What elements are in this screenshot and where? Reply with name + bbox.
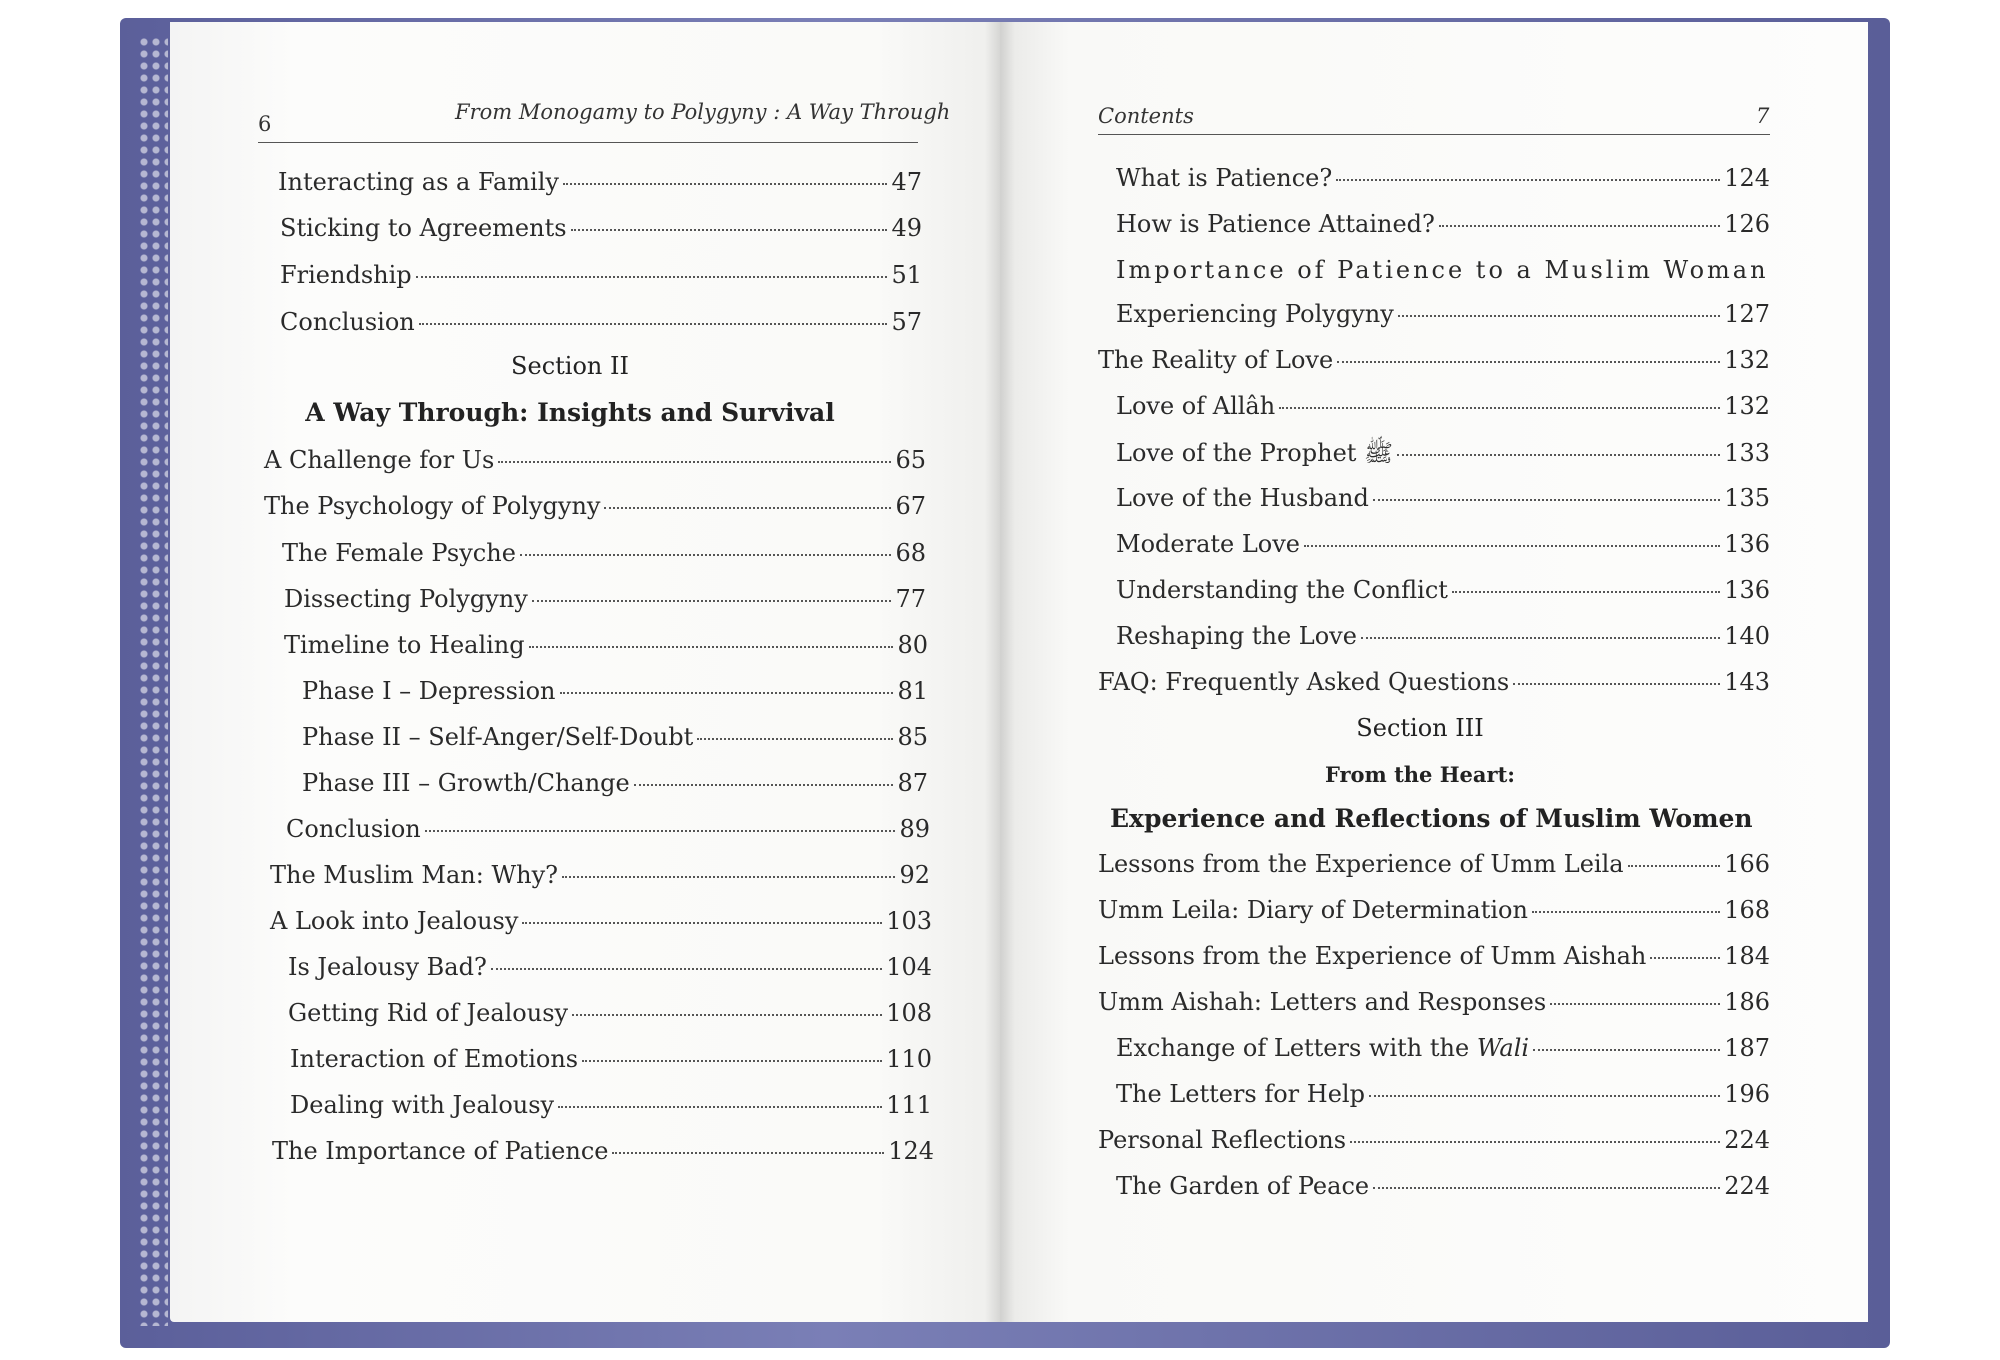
toc-entry-label: What is Patience? <box>1116 164 1333 192</box>
toc-entry-page: 49 <box>891 214 922 242</box>
toc-entry-page: 47 <box>891 168 922 196</box>
toc-entry <box>1098 346 1770 374</box>
toc-entry-label: Experiencing Polygyny <box>1116 300 1394 328</box>
toc-entry-label: Phase II – Self-Anger/Self-Doubt <box>302 723 694 751</box>
toc-entry-page: 108 <box>886 999 932 1027</box>
book-gutter <box>985 22 1015 1322</box>
right-page-number: 7 <box>1756 104 1770 128</box>
toc-entry <box>1116 392 1770 420</box>
toc-entry-page: 143 <box>1724 668 1770 696</box>
toc-entry <box>1098 896 1770 924</box>
section-subtitle: From the Heart: <box>1324 762 1516 787</box>
toc-entry-page: 124 <box>1724 164 1770 192</box>
dot-leader <box>520 554 892 556</box>
toc-entry-page: 127 <box>1724 300 1770 328</box>
spiral-binding <box>138 36 168 1326</box>
toc-entry <box>270 907 932 935</box>
dot-leader <box>604 507 891 509</box>
toc-entry-label: How is Patience Attained? <box>1116 210 1435 238</box>
toc-entry <box>290 1091 932 1119</box>
toc-entry-label: A Challenge for Us <box>264 446 495 474</box>
toc-entry-page: 65 <box>895 446 926 474</box>
dot-leader <box>419 323 888 325</box>
dot-leader <box>560 692 894 694</box>
toc-entry-label: The Letters for Help <box>1116 1080 1365 1108</box>
toc-entry-label: The Garden of Peace <box>1116 1172 1370 1200</box>
left-header-rule <box>258 142 918 143</box>
toc-entry-page: 186 <box>1724 988 1770 1016</box>
toc-entry <box>1116 530 1770 558</box>
toc-entry-label: Sticking to Agreements <box>280 214 567 242</box>
dot-leader <box>425 830 896 832</box>
dot-leader <box>529 646 894 648</box>
toc-entry-label: Personal Reflections <box>1098 1126 1347 1154</box>
dot-leader <box>572 1014 882 1016</box>
dot-leader <box>562 876 895 878</box>
toc-entry-label: Dealing with Jealousy <box>290 1091 555 1119</box>
toc-entry-label: Umm Leila: Diary of Determination <box>1098 896 1528 924</box>
toc-entry-label: A Look into Jealousy <box>270 907 519 935</box>
toc-entry-page: 57 <box>891 308 922 336</box>
toc-entry <box>1116 622 1770 650</box>
toc-entry <box>1116 1034 1770 1062</box>
toc-entry <box>1116 576 1770 604</box>
toc-entry-label: Love of the Prophet ﷺ <box>1116 439 1394 467</box>
toc-entry-page: 80 <box>897 631 928 659</box>
toc-entry-label-italic: Wali <box>1476 1034 1530 1062</box>
toc-entry-page: 81 <box>897 677 928 705</box>
dot-leader <box>1439 225 1720 227</box>
toc-entry-page: 166 <box>1724 850 1770 878</box>
toc-entry <box>270 861 930 889</box>
toc-entry <box>290 1045 932 1073</box>
dot-leader <box>498 461 891 463</box>
toc-entry-label <box>1116 1034 1529 1062</box>
dot-leader <box>1397 454 1720 456</box>
toc-entry-label: Interacting as a Family <box>278 168 559 196</box>
dot-leader <box>697 738 893 740</box>
dot-leader <box>416 276 888 278</box>
toc-entry-label: The Reality of Love <box>1098 346 1334 374</box>
dot-leader <box>532 600 892 602</box>
toc-entry-label: Understanding the Conflict <box>1116 576 1448 604</box>
toc-entry-label: Love of Allâh <box>1116 392 1276 420</box>
toc-entry-label: Interaction of Emotions <box>290 1045 579 1073</box>
toc-entry-page: 168 <box>1724 896 1770 924</box>
dot-leader <box>1361 637 1720 639</box>
dot-leader <box>1452 591 1720 593</box>
dot-leader <box>1337 361 1720 363</box>
section-label: Section II <box>511 352 629 380</box>
toc-entry-label: The Psychology of Polygyny <box>264 492 601 520</box>
toc-entry <box>264 446 926 474</box>
toc-entry <box>286 815 930 843</box>
dot-leader <box>1550 1003 1720 1005</box>
toc-entry-label: Timeline to Healing <box>284 631 525 659</box>
toc-entry <box>1116 1080 1770 1108</box>
toc-entry <box>278 168 922 196</box>
toc-entry-label: Lessons from the Experience of Umm Aishah <box>1098 942 1647 970</box>
toc-entry <box>302 769 928 797</box>
toc-entry-label: Is Jealousy Bad? <box>288 953 487 981</box>
toc-entry <box>1098 1126 1770 1154</box>
toc-entry <box>288 953 932 981</box>
dot-leader <box>1350 1141 1720 1143</box>
dot-leader <box>522 922 882 924</box>
toc-entry <box>1098 850 1770 878</box>
toc-entry-label: Getting Rid of Jealousy <box>288 999 569 1027</box>
toc-entry-page: 124 <box>888 1137 934 1165</box>
toc-entry-label: Dissecting Polygyny <box>284 585 528 613</box>
section-title: A Way Through: Insights and Survival <box>305 398 835 427</box>
toc-entry <box>302 723 928 751</box>
toc-entry-page: 133 <box>1724 439 1770 467</box>
toc-entry-label: Reshaping the Love <box>1116 622 1357 650</box>
dot-leader <box>582 1060 882 1062</box>
toc-entry-label: Lessons from the Experience of Umm Leila <box>1098 850 1624 878</box>
toc-entry <box>1098 668 1770 696</box>
toc-entry <box>1116 164 1770 192</box>
toc-entry-page: 187 <box>1724 1034 1770 1062</box>
toc-entry-label: The Female Psyche <box>282 539 516 567</box>
toc-entry-page: 126 <box>1724 210 1770 238</box>
toc-entry-label: Phase III – Growth/Change <box>302 769 630 797</box>
dot-leader <box>1513 683 1720 685</box>
dot-leader <box>1398 315 1720 317</box>
toc-entry-page: 51 <box>891 261 922 289</box>
toc-entry-page: 224 <box>1724 1126 1770 1154</box>
toc-entry-label-prefix: Exchange of Letters with the <box>1116 1034 1477 1062</box>
toc-entry <box>284 585 926 613</box>
toc-entry <box>282 539 926 567</box>
toc-entry-page: 132 <box>1724 392 1770 420</box>
toc-entry <box>288 999 932 1027</box>
toc-entry <box>264 492 926 520</box>
toc-entry-label: Love of the Husband <box>1116 484 1369 512</box>
dot-leader <box>634 784 894 786</box>
toc-entry-page: 136 <box>1724 576 1770 604</box>
toc-entry-label: Conclusion <box>286 815 421 843</box>
toc-entry-wrapped-line1: Importance of Patience to a Muslim Woman <box>1116 256 1769 284</box>
toc-entry-page: 140 <box>1724 622 1770 650</box>
toc-entry-label: Friendship <box>280 261 412 289</box>
toc-entry <box>284 631 928 659</box>
dot-leader <box>1373 1187 1720 1189</box>
toc-entry <box>1098 988 1770 1016</box>
dot-leader <box>1533 1049 1720 1051</box>
right-header-rule <box>1098 134 1770 135</box>
toc-entry-page: 67 <box>895 492 926 520</box>
toc-entry-page: 77 <box>895 585 926 613</box>
toc-entry <box>280 214 922 242</box>
left-page-number: 6 <box>258 112 272 136</box>
dot-leader <box>1304 545 1720 547</box>
dot-leader <box>1336 179 1720 181</box>
dot-leader <box>558 1106 882 1108</box>
dot-leader <box>491 968 882 970</box>
toc-entry-page: 103 <box>886 907 932 935</box>
toc-entry-page: 136 <box>1724 530 1770 558</box>
toc-entry <box>302 677 928 705</box>
toc-entry <box>1116 210 1770 238</box>
toc-entry <box>280 308 922 336</box>
toc-entry-label: Moderate Love <box>1116 530 1300 558</box>
toc-entry-label: Phase I – Depression <box>302 677 556 705</box>
toc-entry-page: 110 <box>886 1045 932 1073</box>
toc-entry-page: 85 <box>897 723 928 751</box>
toc-entry-label: Umm Aishah: Letters and Responses <box>1098 988 1547 1016</box>
dot-leader <box>1373 499 1720 501</box>
toc-entry-page: 104 <box>886 953 932 981</box>
left-running-title: From Monogamy to Polygyny : A Way Through <box>455 100 951 124</box>
toc-entry-page: 92 <box>899 861 930 889</box>
toc-entry <box>1116 300 1770 328</box>
dot-leader <box>571 229 888 231</box>
toc-entry-page: 89 <box>899 815 930 843</box>
toc-entry <box>1098 942 1770 970</box>
toc-entry-page: 224 <box>1724 1172 1770 1200</box>
toc-entry-label: The Muslim Man: Why? <box>270 861 558 889</box>
toc-entry-page: 68 <box>895 539 926 567</box>
toc-entry-page: 196 <box>1724 1080 1770 1108</box>
toc-entry-page: 184 <box>1724 942 1770 970</box>
dot-leader <box>612 1152 884 1154</box>
dot-leader <box>1628 865 1721 867</box>
section-label: Section III <box>1356 714 1484 742</box>
toc-entry <box>280 261 922 289</box>
toc-entry-page: 135 <box>1724 484 1770 512</box>
right-running-title: Contents <box>1098 104 1194 128</box>
toc-entry <box>272 1137 934 1165</box>
dot-leader <box>1369 1095 1720 1097</box>
toc-entry-page: 111 <box>886 1091 932 1119</box>
toc-entry-label: FAQ: Frequently Asked Questions <box>1098 668 1510 696</box>
dot-leader <box>563 183 887 185</box>
toc-entry <box>1116 484 1770 512</box>
dot-leader <box>1532 911 1720 913</box>
section-title: Experience and Reflections of Muslim Women <box>1110 804 1753 833</box>
toc-entry-label: Conclusion <box>280 308 415 336</box>
toc-entry <box>1116 1172 1770 1200</box>
toc-entry-page: 87 <box>897 769 928 797</box>
toc-entry <box>1116 438 1770 473</box>
dot-leader <box>1279 407 1720 409</box>
toc-entry-label: The Importance of Patience <box>272 1137 609 1165</box>
toc-entry-page: 132 <box>1724 346 1770 374</box>
dot-leader <box>1650 957 1720 959</box>
